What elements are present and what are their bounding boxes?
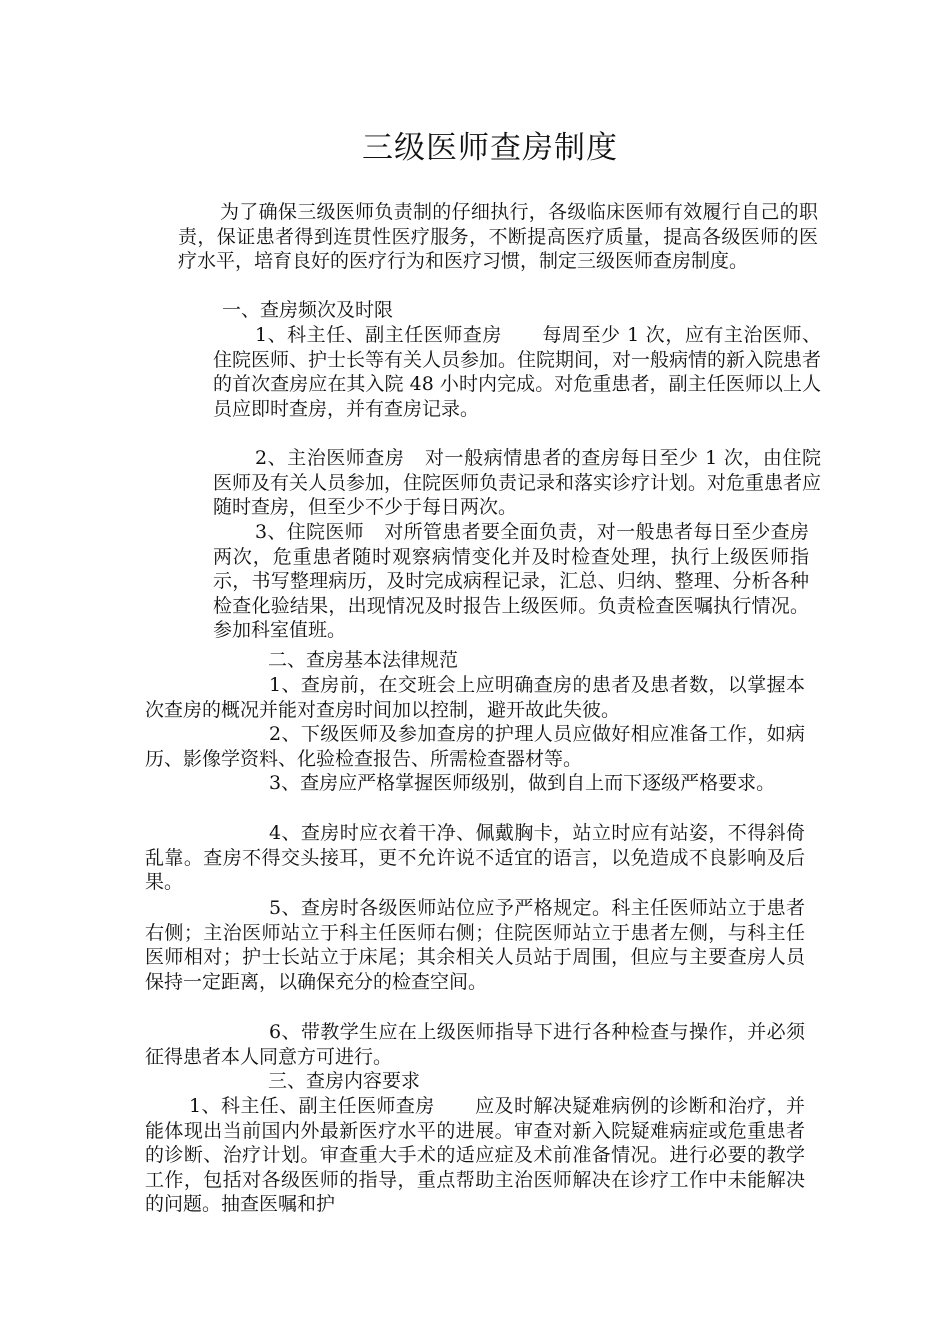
item-text: 对所管患者要全面负责，对一般患者每日至少查房两次，危重患者随时观察病情变化并及时检查处理，执行上级医师指示，书写整理病历，及时完成病程记录，汇总、归纳、整理、分析各种检查化验结果，出现情况及时报告上级医师。负责检查医嘱执行情况。参加科室值班。: [213, 521, 809, 642]
section-2-item-2: 2、下级医师及参加查房的护理人员应做好相应准备工作，如病历、影像学资料、化验检查报告、所需检查器材等。: [145, 723, 805, 770]
section-2-item-1: 1、查房前，在交班会上应明确查房的患者及患者数，以掌握本次查房的概况并能对查房时间加以控制，避开故此失彼。: [145, 674, 805, 721]
item-text: 每周至少 1 次，应有主治医师、住院医师、护士长等有关人员参加。住院期间，对一般病情的新入院患者的首次查房应在其入院 48 小时内完成。对危重患者，副主任医师以上人员应即时查房，并有查房记录。: [213, 324, 822, 420]
section-2-item-3: 3、查房应严格掌握医师级别，做到自上而下逐级严格要求。: [269, 772, 776, 794]
section-1-item-3: [213, 520, 809, 643]
section-heading-3: 三、查房内容要求: [268, 1070, 421, 1092]
section-heading-2: 二、查房基本法律规范: [268, 649, 459, 671]
section-heading-1: 一、查房频次及时限: [222, 299, 394, 321]
section-1-item-2: [213, 446, 821, 520]
item-text: 应及时解决疑难病例的诊断和治疗，并能体现出当前国内外最新医疗水平的进展。审查对新入院疑难病症或危重患者的诊断、治疗计划。审查重大手术的适应症及术前准备情况。进行必要的教学工作，包括对各级医师的指导，重点帮助主治医师解决在诊疗工作中未能解决的问题。抽查医嘱和护: [145, 1095, 805, 1216]
item-lead: 1、科主任、副主任医师查房: [189, 1095, 435, 1117]
section-2-item-6: 6、带教学生应在上级医师指导下进行各种检查与操作，并必须征得患者本人同意方可进行。: [145, 1021, 805, 1068]
item-lead: 1、科主任、副主任医师查房: [255, 324, 502, 346]
section-2-item-5: 5、查房时各级医师站位应予严格规定。科主任医师站立于患者右侧；主治医师站立于科主任医师右侧；住院医师站立于患者左侧，与科主任医师相对；护士长站立于床尾；其余相关人员站于周围，但应与主要查房人员保持一定距离，以确保充分的检查空间。: [145, 897, 805, 993]
section-1-item-1: [213, 323, 821, 421]
item-text: 对一般病情患者的查房每日至少 1 次，由住院医师及有关人员参加，住院医师负责记录和落实诊疗计划。对危重患者应随时查房，但至少不少于每日两次。: [213, 447, 822, 519]
intro-paragraph: 为了确保三级医师负责制的仔细执行，各级临床医师有效履行自己的职责，保证患者得到连贯性医疗服务，不断提高医疗质量，提高各级医师的医疗水平，培育良好的医疗行为和医疗习惯，制定三级医师查房制度。: [178, 201, 818, 273]
document-title: 三级医师查房制度: [362, 130, 618, 166]
item-lead: 3、住院医师: [255, 521, 364, 543]
section-2-item-4: 4、查房时应衣着干净、佩戴胸卡，站立时应有站姿，不得斜倚乱靠。查房不得交头接耳，更不允许说不适宜的语言，以免造成不良影响及后果。: [145, 822, 805, 894]
section-3-item-1: [145, 1094, 805, 1217]
item-lead: 2、主治医师查房: [255, 447, 405, 469]
